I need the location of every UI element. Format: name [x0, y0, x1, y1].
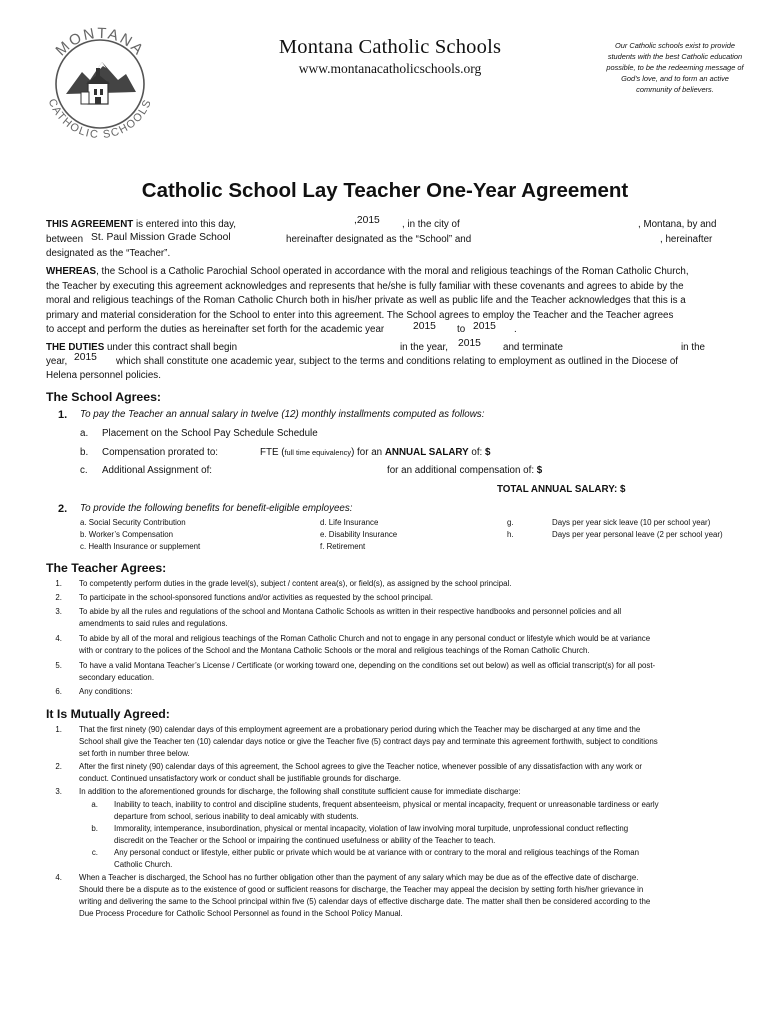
duties-and-terminate: and terminate [503, 342, 563, 353]
leave-texts [552, 517, 723, 541]
whereas-paragraph [46, 265, 726, 338]
whereas-line: , the School is a Catholic Parochial School operated in accordance with the moral and religious teachings of the Roman Catholic Church, [96, 266, 689, 277]
start-year-field[interactable]: 2015 [458, 338, 481, 349]
mutual-item-line: That the first ninety (90) calendar days of this employment agreement are a probationary period during which the Teacher may be discharged at any time and the [79, 725, 641, 734]
montana-catholic-schools-logo [38, 22, 162, 146]
mutual-item-number: 4. [55, 873, 62, 882]
mutual-sub-line: Any personal conduct or lifestyle, either public or private which would be at variance with or contrary to the moral and religious teachings of the Roman [114, 848, 640, 857]
website-link[interactable]: www.montanacatholicschools.org [298, 61, 482, 76]
teacher-item-line: with or contrary to the polices of the School and the Montana Catholic Schools or the moral and religious teachings of the Roman Catholic Church. [79, 646, 590, 655]
benefit-item: b. Worker’s Compensation [80, 530, 173, 539]
whereas-line: primary and material consideration for the School to enter into this agreement. The School agrees to employ the Teacher and the Teacher agrees [46, 309, 674, 321]
benefit-item: c. Health Insurance or supplement [80, 542, 201, 551]
duties-in-the-year: in the year, [400, 342, 448, 353]
school-agrees-heading: The School Agrees: [46, 390, 162, 404]
fte-small-label: full time equivalency [284, 448, 352, 457]
benefits-col-2 [320, 517, 397, 553]
end-year-field[interactable]: 2015 [74, 352, 97, 363]
mission-statement: Our Catholic schools exist to provide students with the best Catholic education possible, to be the redeeming message of God's love, and to form an active community of believers. [606, 41, 744, 94]
duties-text: under this contract shall begin [104, 342, 238, 353]
whereas-period: . [514, 324, 517, 335]
teacher-item-line: secondary education. [79, 673, 155, 682]
mutual-item-line: In addition to the aforementioned grounds for discharge, the following shall constitute sufficient cause for immediate discharge: [79, 787, 521, 796]
benefit-item: e. Disability Insurance [320, 530, 398, 539]
fte-label: FTE ( [260, 447, 285, 458]
additional-compensation [387, 464, 542, 479]
teacher-item-line: To abide by all of the moral and religious teachings of the Roman Catholic Church and not to engage in any personal conduct or lifestyle which would be at variance [79, 634, 651, 643]
fte-annual-salary [260, 446, 490, 461]
leave-text: Days per year sick leave (10 per school year) [552, 518, 711, 527]
leave-text: Days per year personal leave (2 per school year) [552, 530, 723, 539]
teacher-item-line: To participate in the school-sponsored functions and/or activities as requested by the school principal. [79, 593, 433, 602]
logo-ring-bottom-text: CATHOLIC SCHOOLS [45, 97, 155, 142]
teacher-item-number: 5. [55, 661, 62, 670]
mutual-sub-letter: a. [91, 800, 98, 809]
intro-hereinafter-school: hereinafter designated as the “School” and [286, 234, 472, 245]
intro-between: between [46, 234, 84, 245]
mutually-agreed-heading: It Is Mutually Agreed: [46, 707, 170, 721]
duties-text-3: Helena personnel policies. [46, 370, 161, 381]
teacher-item-line: To have a valid Montana Teacher’s License / Certificate (or working toward one, depending on the conditions set out below) as well as official transcript(s) for all post- [79, 661, 656, 670]
academic-year-from-field[interactable]: 2015 [413, 321, 436, 332]
document-title: Catholic School Lay Teacher One-Year Agreement [141, 179, 629, 202]
teacher-item-line: Any conditions: [79, 687, 133, 696]
teacher-item-number: 2. [55, 593, 62, 602]
school-item-1-text: To pay the Teacher an annual salary in twelve (12) monthly installments computed as follows: [80, 409, 485, 420]
duties-year-label: year, [46, 356, 68, 367]
item-a-letter: a. [80, 428, 89, 439]
intro-in-city: , in the city of [402, 219, 460, 230]
of-label: of: [468, 447, 485, 458]
whereas-to: to [457, 324, 466, 335]
intro-lead-bold: THIS AGREEMENT [46, 219, 134, 230]
intro-hereinafter: , hereinafter [660, 234, 713, 245]
duties-text-2: which shall constitute one academic year, subject to the terms and conditions relating to employment as outlined in the Diocese of [116, 356, 679, 367]
benefit-item: f. Retirement [320, 542, 366, 551]
school-item-1-number: 1. [58, 409, 68, 421]
mutual-sub-line: departure from school, serious inability to deal amicably with students. [114, 812, 359, 821]
mutual-sub-line: Inability to teach, inability to control and discipline students, frequent absenteeism, physical or mental incapacity, frequent or unreasonable tardiness or early [114, 800, 659, 809]
intro-designated-teacher: designated as the “Teacher”. [46, 248, 171, 259]
mutual-item-number: 2. [55, 762, 62, 771]
dollar-sign: $ [485, 447, 491, 458]
benefits-col-1 [80, 517, 200, 553]
item-c-letter: c. [80, 465, 88, 476]
school-item-2-text: To provide the following benefits for benefit-eligible employees: [80, 503, 353, 514]
intro-date-field[interactable] [354, 215, 380, 226]
dollar-sign: $ [536, 465, 543, 476]
item-c-text: Additional Assignment of: [102, 465, 213, 476]
annual-salary-label: ANNUAL SALARY [384, 447, 469, 458]
date-year: 2015 [356, 215, 380, 226]
mutual-item-line: School shall give the Teacher ten (10) calendar days notice or give the Teacher five (5) contract days pay and terminate this agreement forthwith, subject to conditions [79, 737, 658, 746]
mutual-item-line: After the first ninety (90) calendar days of this agreement, the School agrees to give the Teacher notice, whenever possible of any dissatisfaction with any work or [79, 762, 643, 771]
leave-letter: h. [507, 530, 514, 539]
whereas-line: moral and religious teachings of the Roman Catholic Church both in his/her private as well as public life and the Teacher acknowledges that this is a [46, 295, 686, 307]
academic-year-to-field[interactable]: 2015 [473, 321, 496, 332]
additional-comp-label: for an additional compensation of: [387, 465, 537, 476]
mutual-sub-line: Immorality, intemperance, insubordination, physical or mental incapacity, violation of law involving moral turpitude, unprofessional conduct reflecting [114, 824, 629, 833]
teacher-item-number: 6. [55, 687, 62, 696]
whereas-line: to accept and perform the duties as hereinafter set forth for the academic year [46, 324, 385, 336]
mutual-sub-letter: b. [91, 824, 98, 833]
mutual-item-line: When a Teacher is discharged, the School has no further obligation other than the payment of any salary which may be due as of the effective date of discharge. [79, 873, 639, 882]
teacher-item-line: To abide by all the rules and regulations of the school and Montana Catholic Schools as written in their respective handbooks and personnel policies and all [79, 607, 622, 616]
logo-ring-top-text: MONTANA [52, 24, 148, 60]
benefit-item: d. Life Insurance [320, 518, 379, 527]
item-b-letter: b. [80, 447, 89, 458]
whereas-bold: WHEREAS [46, 266, 97, 277]
mutual-sub-line: discredit on the Teacher or the School or impairing the continued usefulness or ability of the Teacher to teach. [114, 836, 496, 845]
mutual-sub-letter: c. [91, 848, 98, 857]
intro-line-1 [46, 218, 236, 233]
svg-text:MONTANA [52, 25, 147, 60]
leave-letter: g. [507, 518, 514, 527]
intro-lead-rest: is entered into this day, [133, 219, 237, 230]
mutual-item-line: set forth in number three below. [79, 749, 190, 758]
fte-close: ) for an [351, 447, 385, 458]
duties-in-the: in the [681, 342, 705, 353]
mutual-item-number: 1. [55, 725, 62, 734]
mutual-item-line: Due Process Procedure for Catholic School Personnel as found in the School Policy Manual. [79, 909, 403, 918]
teacher-item-line: amendments to said rules and regulations. [79, 619, 228, 628]
teacher-item-number: 4. [55, 634, 62, 643]
intro-montana: , Montana, by and [638, 219, 717, 230]
duties-bold: THE DUTIES [46, 342, 105, 353]
item-a-text: Placement on the School Pay Schedule Schedule [102, 428, 318, 439]
leave-letters [507, 517, 514, 541]
org-name: Montana Catholic Schools [278, 36, 502, 58]
teacher-item-number: 1. [55, 579, 62, 588]
mutual-item-line: writing and delivering the same to the School principal within five (5) calendar days of effective discharge date. The matter shall then be considered according to the [79, 897, 651, 906]
school-name-field[interactable]: St. Paul Mission Grade School [91, 232, 231, 243]
mutual-item-line: conduct. Continued unsatisfactory work or conduct shall be justifiable grounds for discharge. [79, 774, 401, 783]
mutual-sub-line: Catholic Church. [114, 860, 173, 869]
teacher-item-number: 3. [55, 607, 62, 616]
teacher-agrees-heading: The Teacher Agrees: [46, 561, 167, 575]
whereas-line: the Teacher by executing this agreement acknowledges and represents that he/she is fully familiar with these covenants and agrees to abide by the [46, 280, 684, 292]
item-b-text: Compensation prorated to: [102, 447, 218, 458]
benefit-item: a. Social Security Contribution [80, 518, 186, 527]
mutual-item-line: Should there be a dispute as to the existence of good or sufficient reasons for discharge, the Teacher may appeal the decision by setting forth his/her grievance in [79, 885, 644, 894]
mutual-item-number: 3. [55, 787, 62, 796]
date-comma: , [354, 215, 357, 226]
school-item-2-number: 2. [58, 503, 68, 515]
teacher-item-line: To competently perform duties in the grade level(s), subject / content area(s), or field(s), as assigned by the school principal. [79, 579, 512, 588]
total-annual-salary: TOTAL ANNUAL SALARY: $ [497, 484, 626, 495]
